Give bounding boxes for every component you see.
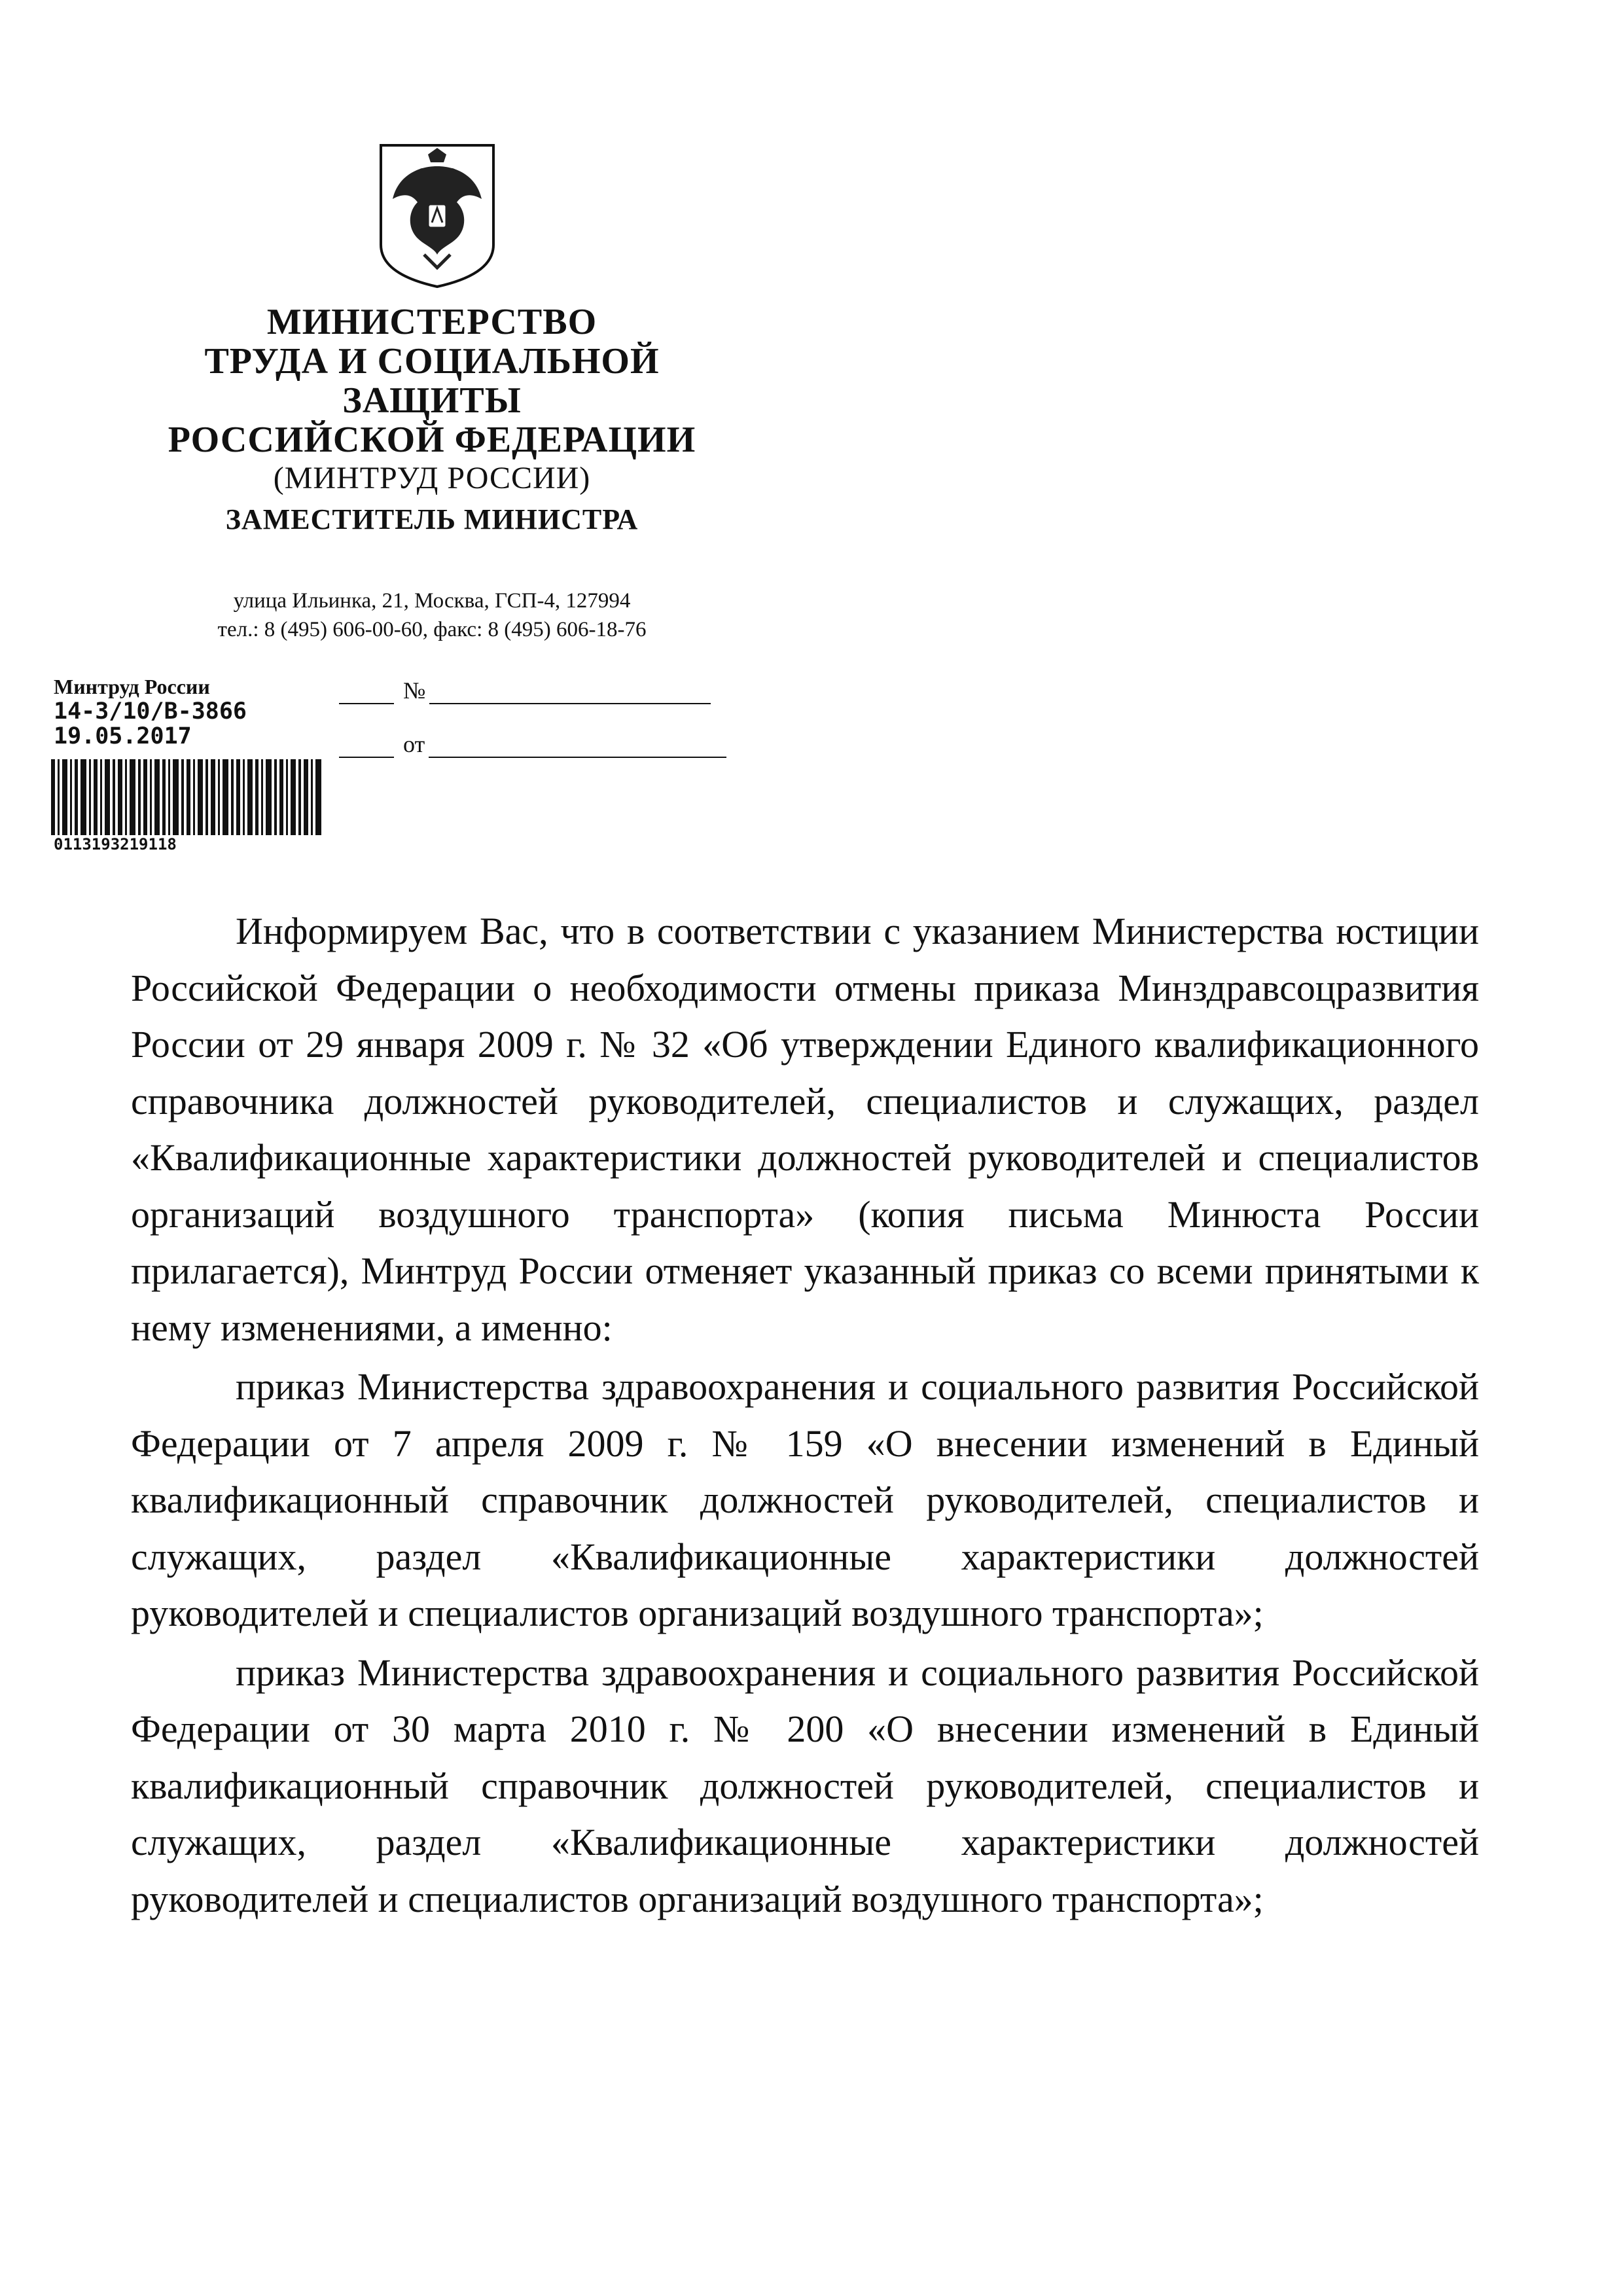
date-label: от <box>403 731 425 757</box>
date-line <box>429 755 726 758</box>
number-field <box>339 677 711 704</box>
coat-of-arms-icon <box>372 140 503 291</box>
org-line-1: МИНИСТЕРСТВО <box>266 302 597 342</box>
org-line-2: ТРУДА И СОЦИАЛЬНОЙ ЗАЩИТЫ <box>204 341 660 421</box>
stamp-org: Минтруд России <box>54 675 210 698</box>
stamp-number: 14-3/10/В-3866 <box>54 698 247 725</box>
date-field <box>339 730 726 758</box>
registration-stamp <box>54 674 329 749</box>
organization-name <box>118 302 746 497</box>
barcode-number: 0113193219118 <box>54 835 177 853</box>
paragraph-order-159: приказ Министерства здравоохранения и социального развития Российской Федерации от 7 апреля 2009 г. № 159 «О внесении изменений в Единый квалификационный справочник должностей руководителей, специалистов и служащих, раздел «Квалификационные характеристики должностей руководителей и специалистов организаций воздушного транспорта»; <box>131 1365 1479 1634</box>
contact-block <box>118 586 746 644</box>
barcode <box>51 759 326 835</box>
org-line-3: РОССИЙСКОЙ ФЕДЕРАЦИИ <box>168 420 696 460</box>
deputy-minister-title: ЗАМЕСТИТЕЛЬ МИНИСТРА <box>225 503 639 535</box>
org-abbreviation: (МИНТРУД РОССИИ) <box>273 461 591 495</box>
date-prefix-line <box>339 755 394 758</box>
number-prefix-line <box>339 702 394 704</box>
number-label: № <box>403 677 426 704</box>
number-line <box>429 702 711 704</box>
paragraph-intro: Информируем Вас, что в соответствии с указанием Министерства юстиции Российской Федерации о необходимости отмены приказа Минздравсоцразвития России от 29 января 2009 г. № 32 «Об утверждении Единого квалификационного справочника должностей руководителей, специалистов и служащих, раздел «Квалификационные характеристики должностей руководителей и специалистов организаций воздушного транспорта» (копия письма Минюста России прилагается), Минтруд России отменяет указанный приказ со всеми принятыми к нему изменениями, а именно: <box>131 910 1479 1349</box>
phone-fax: тел.: 8 (495) 606-00-60, факс: 8 (495) 606-18-76 <box>217 618 647 641</box>
letter-body <box>131 903 1479 1928</box>
paragraph-order-200: приказ Министерства здравоохранения и социального развития Российской Федерации от 30 марта 2010 г. № 200 «О внесении изменений в Единый квалификационный справочник должностей руководителей, специалистов и служащих, раздел «Квалификационные характеристики должностей руководителей и специалистов организаций воздушного транспорта»; <box>131 1651 1479 1920</box>
address: улица Ильинка, 21, Москва, ГСП-4, 127994 <box>233 589 631 613</box>
stamp-date: 19.05.2017 <box>54 723 192 749</box>
